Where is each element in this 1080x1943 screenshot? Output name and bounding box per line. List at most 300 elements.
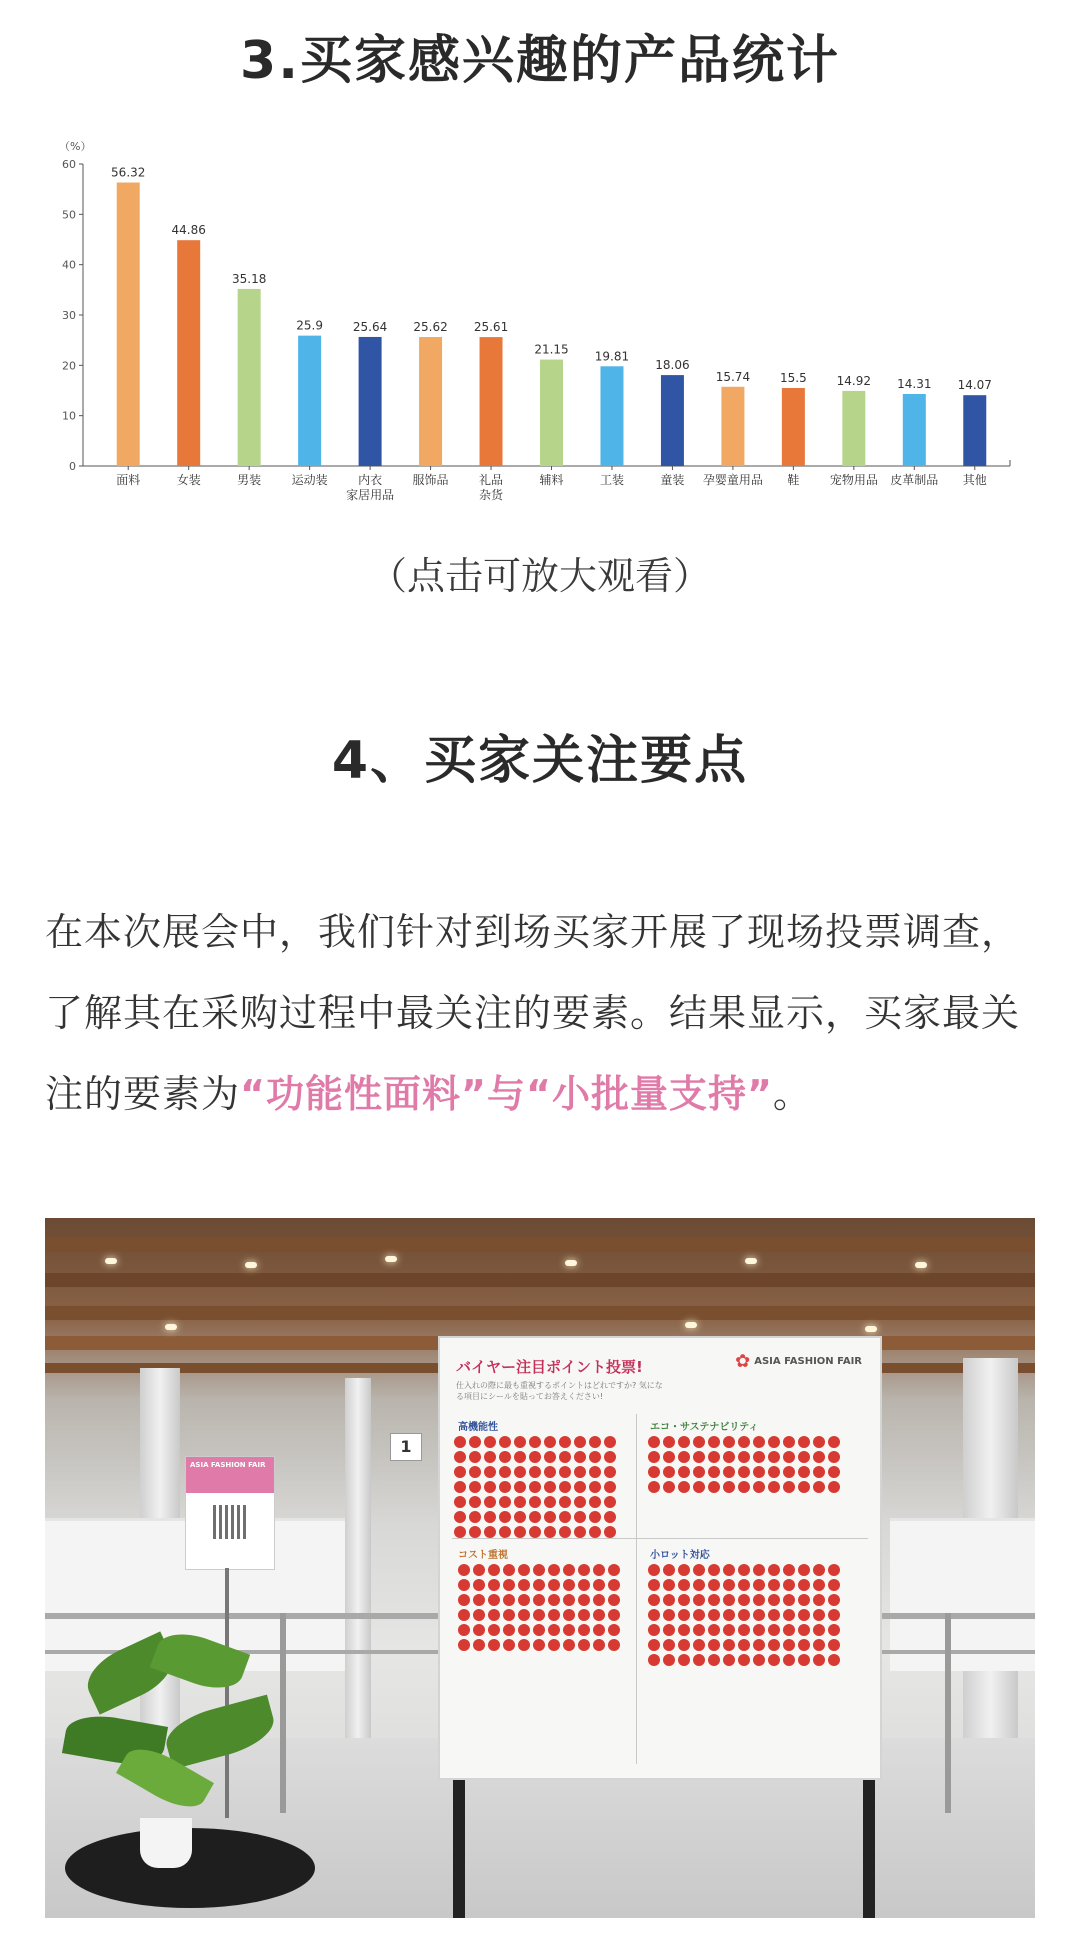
vote-sticker bbox=[813, 1594, 825, 1606]
vote-sticker bbox=[813, 1654, 825, 1666]
board-subtitle: 仕入れの際に最も重視するポイントはどれですか? 気になる項目にシールを貼ってお答えください! bbox=[456, 1381, 663, 1401]
vote-sticker bbox=[648, 1594, 660, 1606]
y-tick-label: 30 bbox=[62, 309, 76, 322]
vote-sticker bbox=[738, 1466, 750, 1478]
bar-value-label: 25.61 bbox=[473, 320, 509, 335]
vote-sticker bbox=[548, 1564, 560, 1576]
vote-sticker bbox=[753, 1594, 765, 1606]
vote-sticker bbox=[648, 1451, 660, 1463]
vote-sticker bbox=[593, 1624, 605, 1636]
quadrant-label-small-lot: 小ロット対応 bbox=[650, 1550, 710, 1561]
sign-stand-pole bbox=[225, 1568, 229, 1818]
bar-value-label: 35.18 bbox=[231, 271, 267, 286]
bar-value-label: 21.15 bbox=[534, 342, 569, 357]
vote-sticker bbox=[529, 1466, 541, 1478]
vote-sticker bbox=[529, 1436, 541, 1448]
vote-sticker bbox=[813, 1466, 825, 1478]
vote-sticker bbox=[723, 1609, 735, 1621]
asia-fashion-fair-logo: ✿ ASIA FASHION FAIR bbox=[735, 1351, 862, 1372]
vote-sticker bbox=[514, 1466, 526, 1478]
vote-sticker bbox=[708, 1481, 720, 1493]
vote-sticker bbox=[499, 1511, 511, 1523]
vote-sticker bbox=[768, 1654, 780, 1666]
x-category-label: 礼品 bbox=[479, 473, 504, 487]
vote-sticker bbox=[473, 1624, 485, 1636]
vote-sticker bbox=[678, 1564, 690, 1576]
railing-post bbox=[945, 1613, 951, 1813]
vote-sticker bbox=[648, 1579, 660, 1591]
vote-sticker bbox=[589, 1451, 601, 1463]
expo-booth bbox=[890, 1518, 1035, 1671]
vote-sticker bbox=[798, 1639, 810, 1651]
bar-value-label: 15.5 bbox=[780, 370, 807, 385]
vote-sticker bbox=[563, 1609, 575, 1621]
vote-sticker bbox=[678, 1466, 690, 1478]
vote-sticker bbox=[693, 1654, 705, 1666]
vote-sticker bbox=[723, 1481, 735, 1493]
vote-sticker bbox=[663, 1594, 675, 1606]
vote-sticker bbox=[454, 1511, 466, 1523]
x-category-label: 内衣 bbox=[358, 473, 383, 487]
vote-sticker bbox=[514, 1511, 526, 1523]
vote-sticker bbox=[738, 1654, 750, 1666]
vote-sticker bbox=[678, 1436, 690, 1448]
vote-sticker bbox=[563, 1594, 575, 1606]
vote-sticker bbox=[783, 1466, 795, 1478]
vote-sticker bbox=[813, 1639, 825, 1651]
vote-sticker bbox=[608, 1609, 620, 1621]
expo-vote-board-photo[interactable] bbox=[45, 1218, 1035, 1918]
bar bbox=[721, 387, 744, 466]
vote-sticker bbox=[454, 1526, 466, 1538]
vote-sticker bbox=[738, 1451, 750, 1463]
vote-sticker bbox=[548, 1609, 560, 1621]
vote-sticker bbox=[593, 1594, 605, 1606]
vote-sticker bbox=[514, 1451, 526, 1463]
product-interest-bar-chart[interactable] bbox=[55, 128, 1025, 508]
vote-sticker bbox=[484, 1466, 496, 1478]
vote-sticker bbox=[518, 1564, 530, 1576]
vote-sticker bbox=[458, 1639, 470, 1651]
vote-sticker bbox=[533, 1639, 545, 1651]
bar bbox=[963, 395, 986, 466]
vote-sticker bbox=[473, 1609, 485, 1621]
vote-sticker-group-functional bbox=[454, 1436, 616, 1538]
vote-sticker bbox=[604, 1436, 616, 1448]
vote-sticker bbox=[529, 1481, 541, 1493]
vote-sticker-group-cost bbox=[458, 1564, 620, 1651]
vote-sticker bbox=[723, 1466, 735, 1478]
vote-sticker bbox=[488, 1639, 500, 1651]
vote-sticker bbox=[723, 1594, 735, 1606]
vote-sticker bbox=[593, 1579, 605, 1591]
y-axis-label: （%） bbox=[59, 140, 92, 153]
vote-sticker bbox=[608, 1564, 620, 1576]
x-category-label: 童装 bbox=[660, 473, 685, 487]
y-tick-label: 0 bbox=[69, 460, 76, 473]
vote-sticker bbox=[678, 1609, 690, 1621]
bar bbox=[903, 394, 926, 466]
vote-sticker bbox=[663, 1564, 675, 1576]
vote-sticker bbox=[563, 1624, 575, 1636]
vote-sticker bbox=[678, 1481, 690, 1493]
vote-sticker bbox=[604, 1451, 616, 1463]
vote-sticker bbox=[574, 1511, 586, 1523]
vote-sticker bbox=[828, 1639, 840, 1651]
vote-sticker bbox=[678, 1624, 690, 1636]
vote-sticker bbox=[708, 1436, 720, 1448]
vote-sticker bbox=[589, 1496, 601, 1508]
bar bbox=[661, 375, 684, 466]
vote-sticker bbox=[648, 1639, 660, 1651]
y-tick-label: 60 bbox=[62, 158, 76, 171]
vote-sticker bbox=[813, 1624, 825, 1636]
vote-sticker bbox=[608, 1624, 620, 1636]
vote-sticker bbox=[503, 1639, 515, 1651]
vote-sticker bbox=[813, 1609, 825, 1621]
vote-sticker bbox=[454, 1436, 466, 1448]
vote-sticker bbox=[693, 1564, 705, 1576]
quadrant-label-cost: コスト重視 bbox=[458, 1550, 508, 1561]
vote-sticker bbox=[708, 1624, 720, 1636]
bar bbox=[600, 366, 623, 466]
vote-sticker bbox=[783, 1594, 795, 1606]
vote-sticker bbox=[574, 1436, 586, 1448]
vote-sticker bbox=[458, 1609, 470, 1621]
vote-sticker bbox=[768, 1481, 780, 1493]
vote-sticker bbox=[529, 1496, 541, 1508]
vote-sticker bbox=[548, 1624, 560, 1636]
vote-sticker bbox=[559, 1481, 571, 1493]
hall-pillar bbox=[345, 1378, 371, 1738]
vote-sticker bbox=[559, 1436, 571, 1448]
vote-sticker bbox=[708, 1451, 720, 1463]
vote-sticker bbox=[798, 1466, 810, 1478]
vote-sticker bbox=[533, 1624, 545, 1636]
vote-sticker bbox=[544, 1496, 556, 1508]
vote-sticker-group-eco bbox=[648, 1436, 840, 1493]
vote-sticker bbox=[693, 1481, 705, 1493]
vote-sticker bbox=[473, 1579, 485, 1591]
vote-sticker bbox=[648, 1481, 660, 1493]
survey-paragraph bbox=[45, 892, 1040, 1135]
vote-sticker bbox=[544, 1466, 556, 1478]
vote-sticker bbox=[828, 1594, 840, 1606]
y-tick-label: 40 bbox=[62, 258, 76, 272]
vote-sticker bbox=[533, 1564, 545, 1576]
ceiling-light bbox=[105, 1258, 117, 1264]
vote-sticker bbox=[768, 1639, 780, 1651]
vote-sticker bbox=[458, 1564, 470, 1576]
vote-sticker bbox=[544, 1481, 556, 1493]
vote-sticker bbox=[783, 1564, 795, 1576]
bar-value-label: 14.31 bbox=[897, 376, 932, 391]
vote-sticker bbox=[813, 1451, 825, 1463]
vote-sticker bbox=[484, 1511, 496, 1523]
vote-sticker bbox=[488, 1594, 500, 1606]
vote-sticker bbox=[548, 1594, 560, 1606]
vote-sticker bbox=[589, 1466, 601, 1478]
x-category-label: 面料 bbox=[116, 473, 141, 487]
qr-code-icon bbox=[213, 1505, 247, 1539]
vote-sticker bbox=[828, 1579, 840, 1591]
vote-sticker bbox=[783, 1436, 795, 1448]
small-sign-logo: ASIA FASHION FAIR bbox=[186, 1457, 274, 1493]
ceiling-beam bbox=[45, 1273, 1035, 1287]
vote-sticker bbox=[753, 1436, 765, 1448]
vote-sticker bbox=[723, 1639, 735, 1651]
quadrant-label-eco: エコ・サステナビリティ bbox=[650, 1422, 759, 1433]
vote-sticker bbox=[604, 1511, 616, 1523]
vote-sticker bbox=[768, 1436, 780, 1448]
x-category-label: 杂货 bbox=[479, 488, 504, 502]
ceiling-light bbox=[385, 1256, 397, 1262]
vote-sticker bbox=[454, 1496, 466, 1508]
vote-sticker bbox=[813, 1436, 825, 1448]
vote-sticker bbox=[503, 1579, 515, 1591]
x-category-label: 女装 bbox=[176, 473, 201, 487]
vote-sticker bbox=[828, 1436, 840, 1448]
vote-sticker bbox=[753, 1451, 765, 1463]
ceiling-beam bbox=[45, 1306, 1035, 1320]
vote-sticker bbox=[473, 1639, 485, 1651]
vote-sticker bbox=[518, 1624, 530, 1636]
vote-sticker bbox=[503, 1564, 515, 1576]
vote-sticker bbox=[663, 1466, 675, 1478]
vote-sticker bbox=[608, 1594, 620, 1606]
vote-sticker bbox=[559, 1466, 571, 1478]
vote-sticker bbox=[578, 1639, 590, 1651]
vote-sticker bbox=[593, 1639, 605, 1651]
vote-sticker bbox=[663, 1436, 675, 1448]
vote-sticker bbox=[798, 1594, 810, 1606]
x-category-label: 服饰品 bbox=[412, 473, 449, 487]
vote-sticker bbox=[499, 1496, 511, 1508]
vote-sticker bbox=[738, 1481, 750, 1493]
x-category-label: 宠物用品 bbox=[829, 473, 878, 487]
vote-sticker bbox=[723, 1579, 735, 1591]
vote-sticker bbox=[548, 1579, 560, 1591]
vote-sticker bbox=[768, 1579, 780, 1591]
plant-pot bbox=[140, 1818, 192, 1868]
vote-sticker bbox=[518, 1594, 530, 1606]
vote-sticker bbox=[469, 1451, 481, 1463]
vote-sticker bbox=[828, 1481, 840, 1493]
ceiling-light bbox=[865, 1326, 877, 1332]
vote-sticker bbox=[473, 1594, 485, 1606]
vote-sticker bbox=[738, 1609, 750, 1621]
x-category-label: 辅料 bbox=[539, 473, 564, 487]
y-tick-label: 20 bbox=[62, 359, 76, 373]
vote-sticker bbox=[503, 1624, 515, 1636]
bar bbox=[540, 360, 563, 466]
vote-sticker bbox=[458, 1624, 470, 1636]
vote-sticker bbox=[798, 1579, 810, 1591]
vote-sticker bbox=[488, 1609, 500, 1621]
vote-sticker bbox=[533, 1579, 545, 1591]
vote-sticker bbox=[708, 1579, 720, 1591]
vote-sticker bbox=[484, 1481, 496, 1493]
vote-sticker bbox=[753, 1481, 765, 1493]
vote-sticker bbox=[589, 1511, 601, 1523]
vote-sticker bbox=[648, 1436, 660, 1448]
buyer-vote-board bbox=[440, 1338, 880, 1778]
vote-sticker bbox=[469, 1436, 481, 1448]
highlight-text: “功能性面料”与“小批量支持” bbox=[240, 1072, 773, 1116]
x-category-label: 鞋 bbox=[787, 473, 800, 487]
ceiling-light bbox=[685, 1322, 697, 1328]
bar-value-label: 19.81 bbox=[594, 349, 630, 364]
vote-sticker bbox=[578, 1609, 590, 1621]
vote-sticker bbox=[469, 1511, 481, 1523]
vote-sticker bbox=[544, 1511, 556, 1523]
zoom-hint-text: （点击可放大观看） bbox=[368, 554, 711, 598]
vote-sticker bbox=[693, 1451, 705, 1463]
vote-sticker bbox=[589, 1526, 601, 1538]
vote-sticker bbox=[828, 1654, 840, 1666]
vote-sticker bbox=[529, 1526, 541, 1538]
vote-sticker bbox=[708, 1466, 720, 1478]
x-category-label: 运动装 bbox=[291, 473, 328, 487]
vote-sticker bbox=[663, 1654, 675, 1666]
vote-sticker bbox=[589, 1481, 601, 1493]
bar-value-label: 56.32 bbox=[111, 165, 146, 180]
vote-sticker bbox=[589, 1436, 601, 1448]
vote-sticker bbox=[768, 1451, 780, 1463]
vote-sticker bbox=[503, 1609, 515, 1621]
vote-sticker bbox=[723, 1451, 735, 1463]
bar bbox=[782, 388, 805, 466]
vote-sticker bbox=[663, 1481, 675, 1493]
x-category-label: 家居用品 bbox=[346, 488, 395, 502]
vote-sticker bbox=[828, 1466, 840, 1478]
line-qr-sign bbox=[185, 1456, 275, 1570]
vote-sticker-group-small-lot bbox=[648, 1564, 840, 1666]
bar-value-label: 44.86 bbox=[171, 223, 206, 238]
vote-sticker bbox=[708, 1594, 720, 1606]
vote-sticker bbox=[473, 1564, 485, 1576]
vote-sticker bbox=[723, 1436, 735, 1448]
vote-sticker bbox=[604, 1466, 616, 1478]
bar-value-label: 18.06 bbox=[655, 358, 690, 373]
vote-sticker bbox=[693, 1609, 705, 1621]
vote-sticker bbox=[563, 1639, 575, 1651]
vote-sticker bbox=[753, 1579, 765, 1591]
vote-sticker bbox=[518, 1639, 530, 1651]
ceiling-beam bbox=[45, 1238, 1035, 1252]
vote-sticker bbox=[768, 1624, 780, 1636]
x-category-label: 男装 bbox=[237, 473, 262, 487]
vote-sticker bbox=[544, 1451, 556, 1463]
bar-value-label: 25.64 bbox=[352, 319, 388, 334]
vote-sticker bbox=[458, 1579, 470, 1591]
vote-sticker bbox=[604, 1526, 616, 1538]
vote-sticker bbox=[578, 1579, 590, 1591]
vote-sticker bbox=[529, 1511, 541, 1523]
vote-sticker bbox=[663, 1639, 675, 1651]
vote-sticker bbox=[574, 1466, 586, 1478]
vote-sticker bbox=[798, 1609, 810, 1621]
vote-sticker bbox=[663, 1451, 675, 1463]
bar-value-label: 15.74 bbox=[715, 369, 751, 384]
vote-sticker bbox=[518, 1609, 530, 1621]
vote-sticker bbox=[488, 1564, 500, 1576]
x-category-label: 工装 bbox=[599, 473, 624, 487]
vote-sticker bbox=[798, 1654, 810, 1666]
vote-sticker bbox=[499, 1481, 511, 1493]
vote-sticker bbox=[648, 1564, 660, 1576]
vote-sticker bbox=[828, 1451, 840, 1463]
vote-sticker bbox=[608, 1639, 620, 1651]
x-category-label: 其他 bbox=[962, 473, 987, 487]
vote-sticker bbox=[514, 1496, 526, 1508]
vote-sticker bbox=[458, 1594, 470, 1606]
vote-sticker bbox=[798, 1481, 810, 1493]
vote-sticker bbox=[648, 1466, 660, 1478]
vote-sticker bbox=[563, 1579, 575, 1591]
vote-sticker bbox=[648, 1624, 660, 1636]
bar-value-label: 25.62 bbox=[413, 320, 448, 335]
paragraph-text: 在本次展会中，我们针对到场买家开展了现场投票调查，了解其在采购过程中最关注的要素。结果显示，买家最关注的要素为 bbox=[45, 910, 1021, 1116]
vote-sticker bbox=[813, 1579, 825, 1591]
vote-sticker bbox=[768, 1466, 780, 1478]
vote-sticker bbox=[503, 1594, 515, 1606]
vote-sticker bbox=[574, 1481, 586, 1493]
vote-sticker bbox=[783, 1609, 795, 1621]
vote-sticker bbox=[559, 1451, 571, 1463]
vote-sticker bbox=[798, 1624, 810, 1636]
vote-sticker bbox=[544, 1526, 556, 1538]
vote-sticker bbox=[454, 1451, 466, 1463]
vote-sticker bbox=[578, 1594, 590, 1606]
vote-sticker bbox=[753, 1609, 765, 1621]
ceiling-light bbox=[165, 1324, 177, 1330]
vote-sticker bbox=[484, 1436, 496, 1448]
board-title: バイヤー注目ポイント投票! bbox=[456, 1358, 643, 1376]
vote-sticker bbox=[708, 1639, 720, 1651]
x-category-label: 孕婴童用品 bbox=[702, 473, 763, 487]
bar bbox=[842, 391, 865, 466]
bar-value-label: 14.07 bbox=[957, 378, 992, 393]
bar bbox=[177, 240, 200, 466]
vote-sticker bbox=[578, 1624, 590, 1636]
vote-sticker bbox=[753, 1466, 765, 1478]
y-tick-label: 50 bbox=[62, 208, 76, 222]
vote-sticker bbox=[723, 1564, 735, 1576]
vote-sticker bbox=[663, 1579, 675, 1591]
vote-sticker bbox=[518, 1579, 530, 1591]
vote-sticker bbox=[768, 1609, 780, 1621]
vote-sticker bbox=[693, 1639, 705, 1651]
vote-sticker bbox=[738, 1624, 750, 1636]
vote-sticker bbox=[753, 1639, 765, 1651]
section-title-product-interest: 3.买家感兴趣的产品统计 bbox=[240, 31, 840, 91]
vote-sticker bbox=[798, 1564, 810, 1576]
vote-sticker bbox=[693, 1466, 705, 1478]
vote-sticker bbox=[738, 1436, 750, 1448]
ceiling-light bbox=[915, 1262, 927, 1268]
vote-sticker bbox=[574, 1451, 586, 1463]
bar bbox=[238, 289, 261, 466]
vote-sticker bbox=[753, 1624, 765, 1636]
vote-sticker bbox=[753, 1564, 765, 1576]
vote-sticker bbox=[604, 1496, 616, 1508]
bar bbox=[480, 337, 503, 466]
vote-sticker bbox=[559, 1511, 571, 1523]
vote-sticker bbox=[469, 1526, 481, 1538]
section-title-buyer-focus: 4、买家关注要点 bbox=[331, 731, 749, 791]
vote-sticker bbox=[693, 1436, 705, 1448]
